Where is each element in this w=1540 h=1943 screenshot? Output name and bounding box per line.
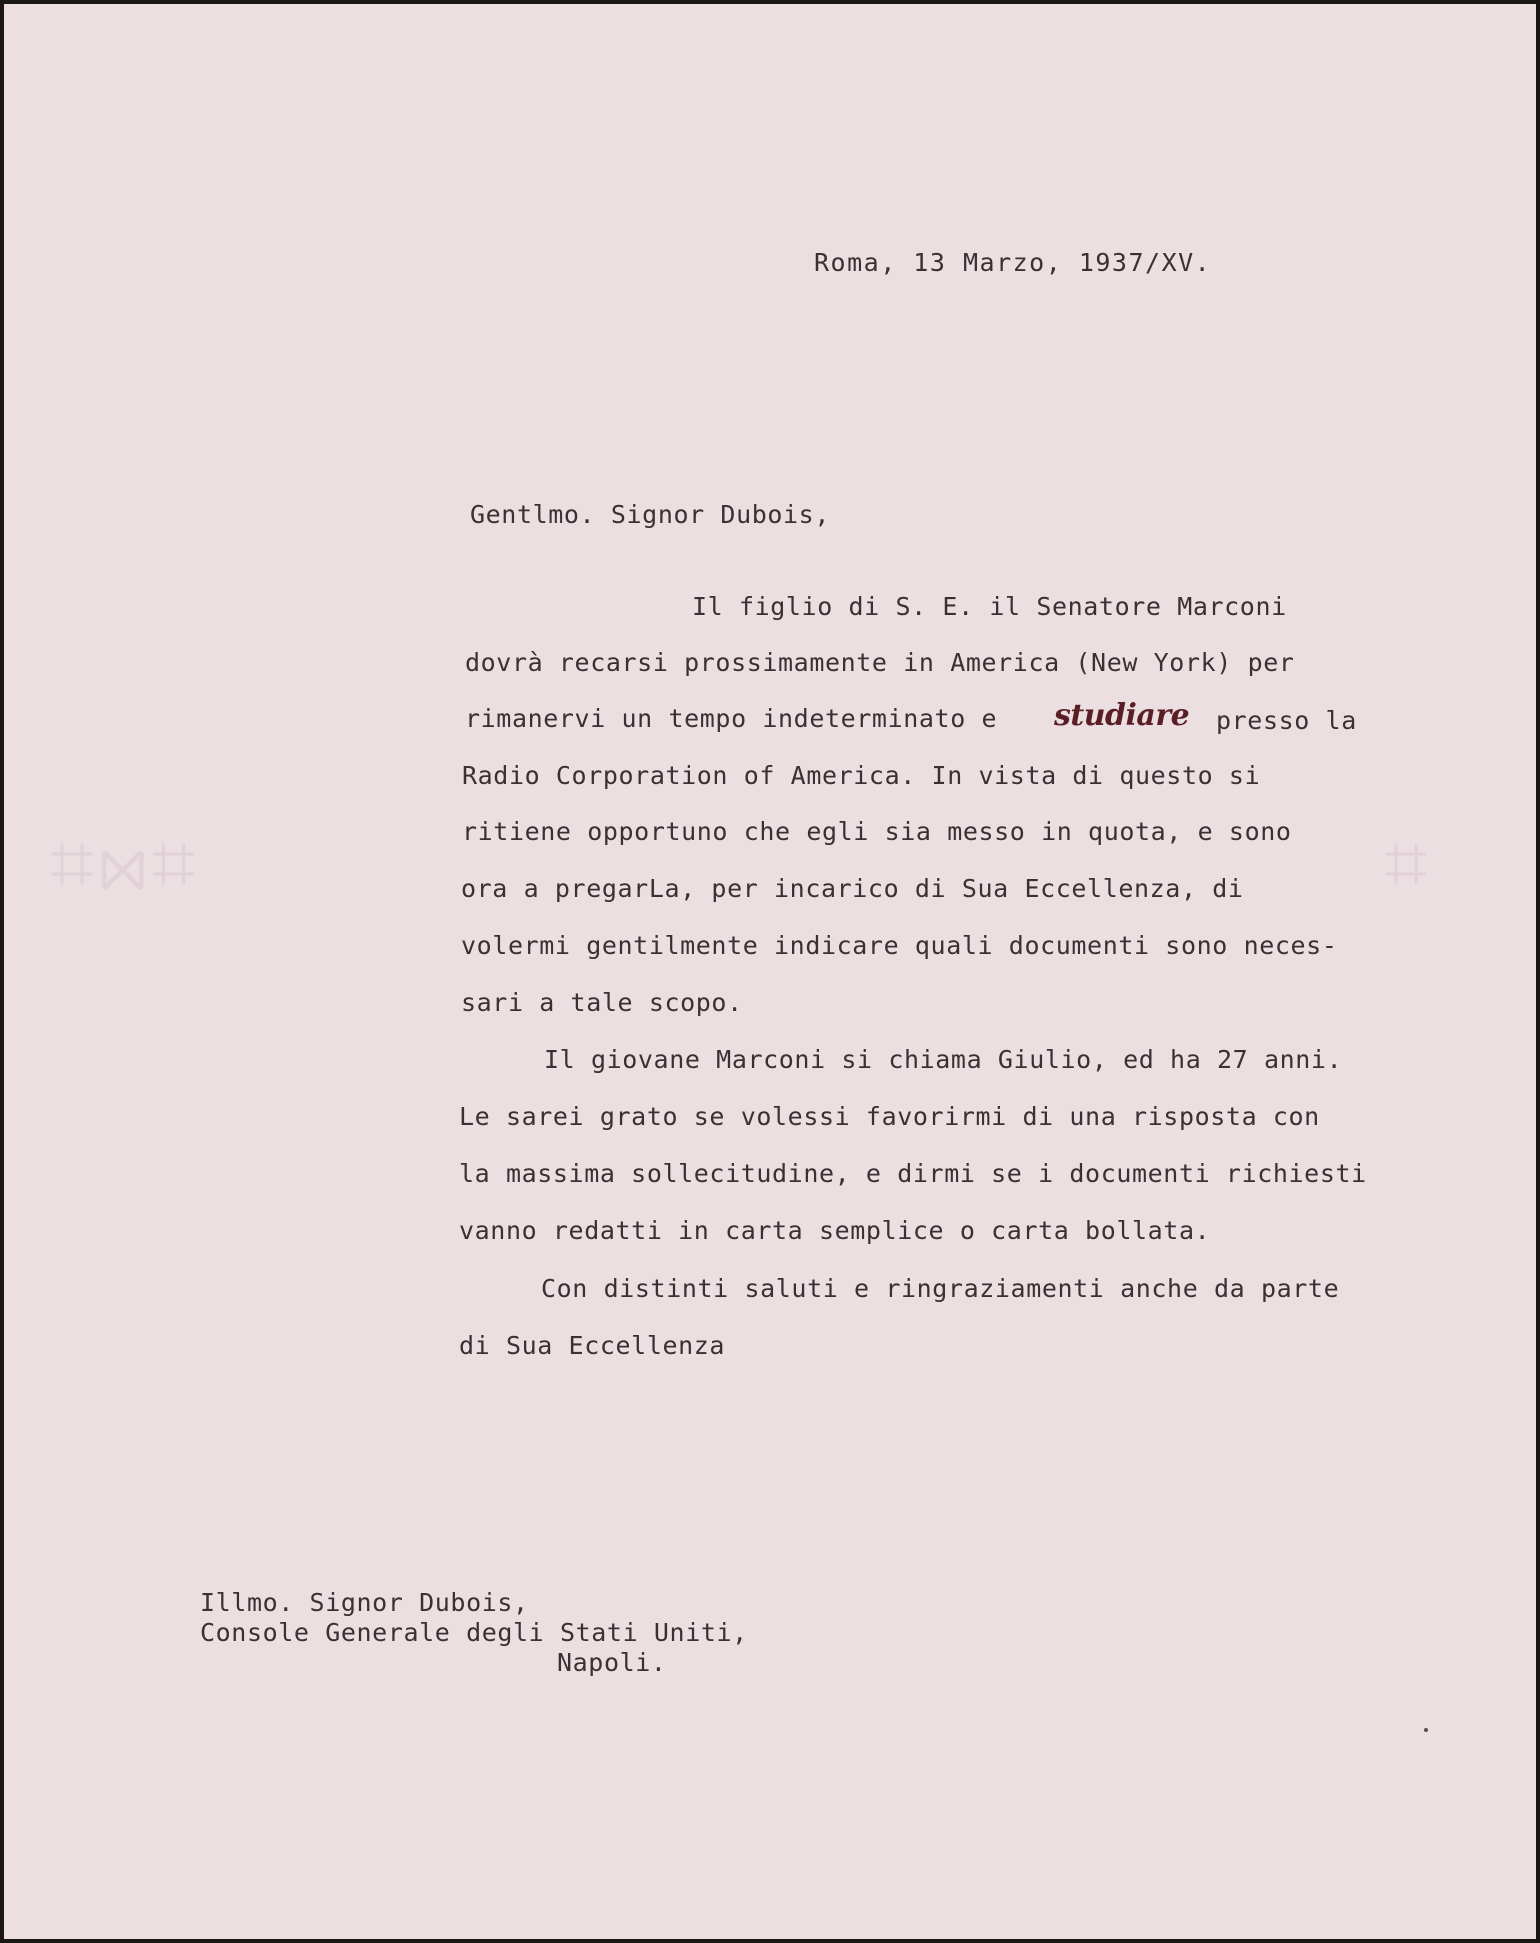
body-line-8: sari a tale scopo. — [461, 988, 743, 1017]
body-line-5: ritiene opportuno che egli sia messo in quota, e sono — [462, 817, 1292, 846]
body-line-6: ora a pregarLa, per incarico di Sua Eccellenza, di — [461, 874, 1244, 903]
body-line-14: di Sua Eccellenza — [459, 1331, 726, 1360]
body-line-9: Il giovane Marconi si chiama Giulio, ed ha 27 anni. — [544, 1045, 1343, 1074]
bleed-through-mark-right: ⌗ — [1384, 819, 1432, 909]
body-line-12: vanno redatti in carta semplice o carta bollata. — [459, 1216, 1211, 1245]
body-line-7: volermi gentilmente indicare quali documenti sono neces- — [461, 931, 1338, 960]
body-line-3: rimanervi un tempo indeterminato e — [465, 704, 998, 733]
body-line-1: Il figlio di S. E. il Senatore Marconi — [692, 592, 1287, 621]
address-line-1: Illmo. Signor Dubois, — [200, 1588, 529, 1617]
address-line-2: Console Generale degli Stati Uniti, — [200, 1618, 748, 1647]
body-line-11: la massima sollecitudine, e dirmi se i documenti richiesti — [459, 1159, 1367, 1188]
body-line-2: dovrà recarsi prossimamente in America (New York) per — [465, 648, 1295, 677]
address-line-3: Napoli. — [557, 1648, 667, 1677]
body-line-4: Radio Corporation of America. In vista di questo si — [462, 761, 1261, 790]
handwritten-insertion: studiare — [1054, 698, 1190, 733]
bleed-through-mark-left: ⌗⋈⌗ — [50, 819, 200, 909]
paper-speck — [1424, 1728, 1428, 1732]
body-line-13: Con distinti saluti e ringraziamenti anche da parte — [541, 1274, 1340, 1303]
body-line-10: Le sarei grato se volessi favorirmi di una risposta con — [459, 1102, 1320, 1131]
letter-date: Roma, 13 Marzo, 1937/XV. — [814, 248, 1212, 277]
body-line-3-end: presso la — [1216, 706, 1357, 735]
letter-salutation: Gentlmo. Signor Dubois, — [470, 500, 830, 529]
letter-page — [4, 4, 1536, 1939]
